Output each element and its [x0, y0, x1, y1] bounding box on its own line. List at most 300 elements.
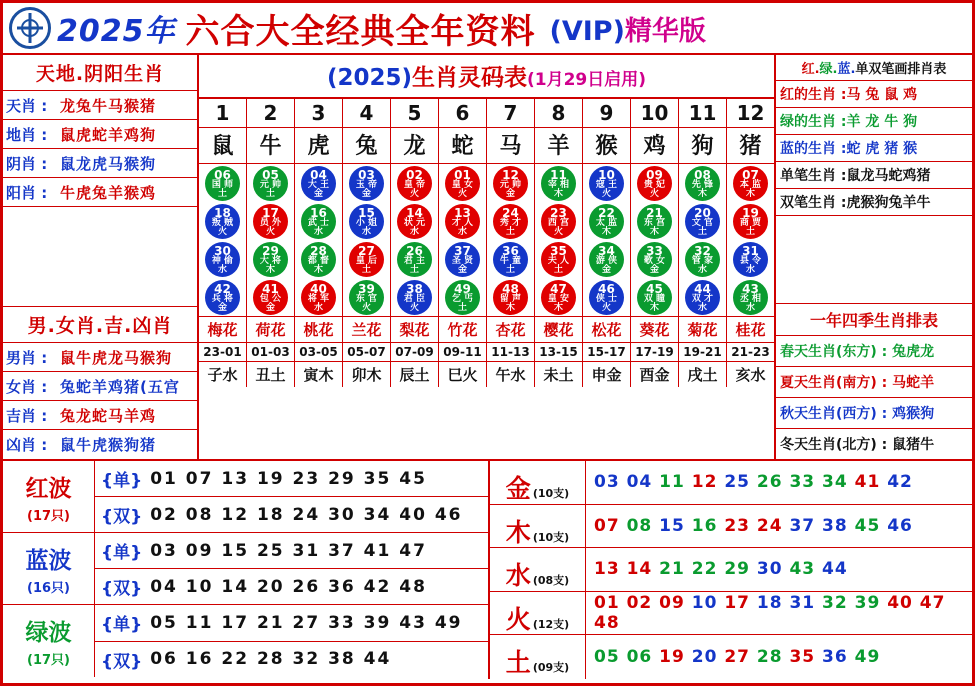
- number-ball[interactable]: [685, 166, 720, 201]
- ball-title: 君 主: [403, 255, 426, 266]
- zodiac-animal: 羊: [535, 128, 583, 163]
- element-name: [490, 548, 586, 591]
- ball-title: 小 姐: [355, 217, 378, 228]
- col-number: 7: [487, 99, 535, 127]
- zodiac-animal: 猪: [739, 134, 762, 159]
- wave-line: [95, 497, 488, 532]
- wave-block: [3, 533, 488, 605]
- element-number[interactable]: 09: [659, 593, 692, 614]
- right-title-blue: 蓝.: [837, 62, 856, 77]
- ball-element: 木: [313, 264, 323, 275]
- element-name: [490, 592, 586, 635]
- element-number[interactable]: 38: [822, 515, 855, 536]
- ball-cell[interactable]: [295, 240, 343, 278]
- ball-cell[interactable]: [535, 278, 583, 316]
- element-number[interactable]: 11: [659, 472, 692, 493]
- ball-number: 10: [598, 167, 615, 182]
- element-number[interactable]: 23: [724, 515, 757, 536]
- ball-title: 将 军: [307, 293, 330, 304]
- ball-element: 水: [361, 226, 371, 237]
- flower-cell: 菊花: [679, 317, 727, 342]
- ball-cell[interactable]: [439, 202, 487, 240]
- ball-cell[interactable]: [343, 164, 391, 202]
- element-number[interactable]: 16: [691, 515, 725, 536]
- ball-number: 37: [454, 243, 471, 258]
- ball-title: 皇 安: [547, 293, 570, 304]
- ball-cell[interactable]: [583, 278, 631, 316]
- element-count: (09支): [532, 661, 570, 675]
- ball-number: 04: [310, 167, 327, 182]
- ball-cell[interactable]: [199, 240, 247, 278]
- ball-title: 文 官: [691, 217, 714, 228]
- ball-number: 24: [502, 205, 519, 220]
- element-number[interactable]: 48: [594, 613, 620, 634]
- element-number[interactable]: 41: [854, 472, 888, 493]
- number-ball[interactable]: [541, 280, 576, 315]
- number-ball[interactable]: [637, 166, 672, 201]
- row-key: 凶肖 :: [6, 436, 48, 454]
- number-ball[interactable]: [253, 204, 288, 239]
- ball-title: 太 监: [595, 217, 618, 228]
- number-ball[interactable]: [397, 242, 432, 277]
- flower-cell: 杏花: [487, 317, 535, 342]
- ball-number: 16: [310, 205, 327, 220]
- wave-line-tag: {单}: [101, 543, 143, 563]
- number-ball[interactable]: [493, 280, 528, 315]
- ball-cell[interactable]: [439, 278, 487, 316]
- ball-number: 18: [214, 205, 231, 220]
- number-ball[interactable]: [301, 280, 336, 315]
- ball-number: 34: [598, 243, 615, 258]
- element-number[interactable]: 28: [756, 647, 790, 668]
- element-number[interactable]: 45: [854, 515, 888, 536]
- ball-element: 金: [601, 264, 611, 275]
- element-number[interactable]: 40: [887, 593, 920, 614]
- wave-line-tag: {单}: [101, 615, 143, 636]
- zodiac-animal: 龙: [391, 128, 439, 163]
- branch-element-cell: 丑土: [247, 362, 295, 387]
- element-number[interactable]: 05: [594, 647, 627, 668]
- circle-emblem-icon: [9, 7, 51, 49]
- ball-number: 38: [406, 281, 423, 296]
- number-ball[interactable]: [205, 280, 240, 315]
- row-value: 兔龙蛇马羊鸡: [60, 406, 157, 425]
- wave-line-numbers: 04 10 14 20 26 36 42 48: [150, 576, 427, 597]
- time-range-cell: 17-19: [631, 343, 679, 361]
- element-number[interactable]: 35: [789, 647, 823, 668]
- right-row: [776, 108, 972, 135]
- number-ball[interactable]: [637, 280, 672, 315]
- left-row: [3, 91, 197, 120]
- time-range-cell: 19-21: [679, 343, 727, 361]
- number-ball[interactable]: [253, 242, 288, 277]
- ball-cell[interactable]: [727, 240, 774, 278]
- ball-cell[interactable]: [727, 202, 774, 240]
- ball-element: 火: [601, 302, 611, 313]
- ball-element: 木: [697, 188, 707, 199]
- ball-cell[interactable]: [199, 202, 247, 240]
- ball-number: 43: [742, 281, 759, 296]
- element-numbers: [586, 472, 972, 492]
- number-ball[interactable]: [493, 242, 528, 277]
- row-value: 鼠牛虎猴狗猪: [60, 436, 157, 454]
- row-value: 兔蛇羊鸡猪(五宫: [60, 377, 180, 396]
- number-ball[interactable]: [205, 166, 240, 201]
- ball-number: 07: [742, 167, 759, 182]
- ball-number: 27: [358, 243, 375, 258]
- flower-cell: 竹花: [439, 317, 487, 342]
- number-ball[interactable]: [349, 280, 384, 315]
- wave-lines: [95, 605, 488, 677]
- ball-element: 土: [553, 264, 563, 275]
- ball-title: 元 帅: [499, 179, 522, 190]
- number-ball[interactable]: [589, 166, 624, 201]
- ball-title: 寇 王: [595, 179, 618, 190]
- number-ball[interactable]: [541, 166, 576, 201]
- number-ball[interactable]: [445, 242, 480, 277]
- number-ball[interactable]: [301, 166, 336, 201]
- row-value: 鼠龙虎马猴狗: [60, 154, 157, 173]
- time-range-cell: 07-09: [391, 343, 439, 361]
- element-number[interactable]: 20: [691, 647, 725, 668]
- element-number[interactable]: 06: [626, 647, 660, 668]
- ball-cell[interactable]: [439, 240, 487, 278]
- branch-element-cell: 亥水: [735, 366, 766, 384]
- number-ball[interactable]: [349, 166, 384, 201]
- col-number: 5: [391, 99, 439, 127]
- element-name: [490, 461, 586, 504]
- element-number[interactable]: 17: [724, 593, 757, 614]
- ball-cell[interactable]: [487, 240, 535, 278]
- ball-number: 42: [214, 281, 231, 296]
- element-numbers: [586, 647, 972, 667]
- flower-cell: 兰花: [343, 317, 391, 342]
- ball-cell[interactable]: [391, 278, 439, 316]
- ball-title: 商 贾: [739, 217, 762, 228]
- col-number: 3: [295, 99, 343, 127]
- number-ball[interactable]: [205, 242, 240, 277]
- element-number[interactable]: 01: [594, 593, 627, 614]
- ball-cell[interactable]: [391, 202, 439, 240]
- col-number: 1: [199, 99, 247, 127]
- ball-cell[interactable]: [391, 164, 439, 202]
- number-ball[interactable]: [205, 204, 240, 239]
- element-number[interactable]: 39: [854, 593, 888, 614]
- number-ball[interactable]: [637, 204, 672, 239]
- ball-cell[interactable]: [535, 164, 583, 202]
- element-block: [490, 548, 972, 592]
- row-key: 阴肖 :: [6, 154, 48, 173]
- ball-element: 水: [697, 264, 707, 275]
- ball-cell[interactable]: [631, 278, 679, 316]
- element-number[interactable]: 31: [789, 593, 823, 614]
- time-range-row: [199, 343, 774, 362]
- number-ball[interactable]: [397, 166, 432, 201]
- number-ball[interactable]: [685, 280, 720, 315]
- number-ball[interactable]: [493, 166, 528, 201]
- ball-cell[interactable]: [631, 202, 679, 240]
- branch-element-cell: 卯木: [343, 362, 391, 387]
- row-value: 鼠牛虎龙马猴狗: [60, 348, 173, 367]
- ball-number: 39: [358, 281, 375, 296]
- ball-title: 圣 贤: [451, 255, 474, 266]
- element-block: [490, 505, 972, 549]
- ball-element: 土: [505, 264, 515, 275]
- number-ball[interactable]: [733, 242, 768, 277]
- ball-element: 金: [361, 188, 371, 199]
- ball-title: 才 人: [451, 217, 474, 228]
- ball-cell[interactable]: [535, 240, 583, 278]
- wave-table: [3, 461, 490, 679]
- zodiac-animal: 鼠: [199, 128, 247, 163]
- col-number: 11: [679, 99, 727, 127]
- element-number[interactable]: 44: [822, 559, 848, 580]
- ball-element: 木: [553, 188, 563, 199]
- ball-cell[interactable]: [727, 278, 774, 316]
- ball-cell[interactable]: [631, 164, 679, 202]
- left-spacer: [3, 207, 197, 306]
- branch-element-cell: 辰土: [391, 362, 439, 387]
- ball-cell[interactable]: [247, 202, 295, 240]
- ball-cell[interactable]: [295, 164, 343, 202]
- element-number[interactable]: 12: [691, 472, 725, 493]
- element-number[interactable]: 10: [691, 593, 725, 614]
- ball-cell[interactable]: [295, 278, 343, 316]
- left-title-2: 男.女肖.吉.凶肖: [3, 306, 197, 343]
- wave-label: 蓝波: [25, 547, 72, 574]
- ball-row: [199, 164, 774, 202]
- element-number[interactable]: 25: [724, 472, 757, 493]
- element-number[interactable]: 29: [724, 559, 757, 580]
- ball-cell[interactable]: [679, 202, 727, 240]
- ball-number: 44: [694, 281, 711, 296]
- number-ball[interactable]: [733, 280, 768, 315]
- element-number[interactable]: 22: [691, 559, 725, 580]
- number-ball[interactable]: [493, 204, 528, 239]
- element-number[interactable]: 47: [919, 593, 946, 614]
- ball-cell[interactable]: [439, 164, 487, 202]
- ball-cell[interactable]: [343, 278, 391, 316]
- number-ball[interactable]: [589, 204, 624, 239]
- element-label: 火: [505, 604, 531, 634]
- element-number[interactable]: 42: [887, 472, 913, 493]
- ball-title: 本 监: [739, 179, 762, 190]
- number-ball[interactable]: [685, 204, 720, 239]
- row-value: 羊 龙 牛 狗: [846, 114, 918, 130]
- ball-number: 46: [598, 281, 615, 296]
- wave-line-tag: {双}: [101, 507, 143, 527]
- ball-title: 双 瞳: [643, 293, 666, 304]
- ball-cell[interactable]: [247, 278, 295, 316]
- ball-cell[interactable]: [679, 278, 727, 316]
- ball-number: 14: [406, 205, 423, 220]
- element-label: 水: [505, 561, 531, 591]
- time-range-cell: 11-13: [487, 343, 535, 361]
- ball-element: 火: [601, 188, 611, 199]
- ball-cell[interactable]: [343, 240, 391, 278]
- ball-element: 土: [217, 188, 227, 199]
- ball-cell[interactable]: [295, 202, 343, 240]
- number-ball[interactable]: [397, 204, 432, 239]
- number-ball[interactable]: [253, 280, 288, 315]
- element-number[interactable]: 24: [756, 515, 790, 536]
- element-number[interactable]: 32: [822, 593, 855, 614]
- ball-cell[interactable]: [679, 240, 727, 278]
- element-number[interactable]: 46: [887, 515, 913, 536]
- number-ball[interactable]: [541, 242, 576, 277]
- ball-cell[interactable]: [583, 202, 631, 240]
- header-year: 2025年: [57, 14, 176, 49]
- ball-cell[interactable]: [199, 278, 247, 316]
- ball-element: 水: [745, 264, 755, 275]
- ball-title: 皇 女: [451, 179, 474, 190]
- number-ball[interactable]: [349, 204, 384, 239]
- row-label: 红的生肖 :: [780, 87, 847, 103]
- element-number[interactable]: 49: [854, 647, 881, 668]
- element-number[interactable]: 03: [594, 472, 627, 493]
- wave-line-tag: {双}: [101, 579, 143, 599]
- ball-title: 夫 人: [547, 255, 570, 266]
- number-ball[interactable]: [397, 280, 432, 315]
- branch-element-row: [199, 362, 774, 387]
- ball-element: 水: [217, 264, 227, 275]
- number-ball[interactable]: [589, 242, 624, 277]
- element-count: (10支): [532, 530, 570, 544]
- ball-number: 05: [262, 167, 279, 182]
- element-number[interactable]: 15: [659, 515, 692, 536]
- wave-label: 红波: [25, 475, 72, 502]
- wave-line: [95, 461, 488, 497]
- col-number: 2: [247, 99, 295, 127]
- ball-cell[interactable]: [535, 202, 583, 240]
- element-number[interactable]: 34: [822, 472, 855, 493]
- ball-number: 12: [502, 167, 519, 182]
- ball-cell[interactable]: [583, 164, 631, 202]
- time-range-cell: 23-01: [199, 343, 247, 361]
- element-label: 土: [505, 648, 531, 678]
- element-label: 木: [505, 517, 531, 547]
- left-title-1: 天地.阴阳生肖: [3, 55, 197, 91]
- number-ball[interactable]: [637, 242, 672, 277]
- ball-number: 40: [310, 281, 327, 296]
- ball-cell[interactable]: [343, 202, 391, 240]
- number-ball[interactable]: [445, 204, 480, 239]
- number-ball[interactable]: [445, 280, 480, 315]
- time-range-cell: 13-15: [535, 343, 583, 361]
- zodiac-animal: 兔: [343, 128, 391, 163]
- element-name: [490, 635, 586, 679]
- number-ball[interactable]: [589, 280, 624, 315]
- ball-cell[interactable]: [487, 202, 535, 240]
- ball-cell[interactable]: [487, 278, 535, 316]
- element-number[interactable]: 19: [659, 647, 692, 668]
- ball-element: 水: [697, 302, 707, 313]
- ball-number: 41: [262, 281, 279, 296]
- ball-element: 火: [265, 226, 275, 237]
- wave-name: [3, 605, 95, 677]
- ball-element: 金: [265, 302, 275, 313]
- element-number[interactable]: 21: [659, 559, 692, 580]
- ball-cell[interactable]: [247, 240, 295, 278]
- flower-cell: 樱花: [535, 317, 583, 342]
- element-number[interactable]: 02: [626, 593, 660, 614]
- ball-element: 土: [361, 264, 371, 275]
- ball-cell[interactable]: [247, 164, 295, 202]
- ball-title: 留 声: [499, 293, 522, 304]
- row-label: 蓝的生肖 :: [780, 141, 847, 157]
- number-ball[interactable]: [445, 166, 480, 201]
- wave-name: [3, 533, 95, 604]
- ball-number: 32: [694, 243, 711, 258]
- number-ball[interactable]: [301, 204, 336, 239]
- ball-element: 木: [745, 188, 755, 199]
- ball-number: 48: [502, 281, 519, 296]
- element-number[interactable]: 37: [789, 515, 823, 536]
- number-ball[interactable]: [541, 204, 576, 239]
- ball-cell[interactable]: [391, 240, 439, 278]
- element-number[interactable]: 30: [756, 559, 790, 580]
- ball-element: 木: [265, 264, 275, 275]
- wave-line-tag: {单}: [101, 471, 143, 491]
- number-ball[interactable]: [301, 242, 336, 277]
- right-row: [776, 189, 972, 216]
- time-range-cell: 01-03: [247, 343, 295, 361]
- column-number-row: [199, 99, 774, 128]
- time-range-cell: 05-07: [343, 343, 391, 361]
- element-number[interactable]: 26: [756, 472, 790, 493]
- element-block: [490, 592, 972, 636]
- ball-element: 火: [361, 302, 371, 313]
- ball-element: 水: [457, 226, 467, 237]
- ball-number: 33: [646, 243, 663, 258]
- ball-title: 皇 后: [355, 255, 378, 266]
- number-ball[interactable]: [733, 204, 768, 239]
- element-number[interactable]: 18: [756, 593, 790, 614]
- ball-cell[interactable]: [727, 164, 774, 202]
- ball-title: 管 家: [691, 255, 714, 266]
- element-numbers: [586, 593, 972, 633]
- element-number[interactable]: 36: [822, 647, 855, 668]
- ball-cell[interactable]: [487, 164, 535, 202]
- row-key: 地肖 :: [6, 125, 48, 144]
- element-number[interactable]: 43: [789, 559, 823, 580]
- season-row: 春天生肖(东方) : 兔虎龙: [776, 336, 972, 367]
- ball-cell[interactable]: [583, 240, 631, 278]
- number-ball[interactable]: [349, 242, 384, 277]
- ball-title: 双 才: [691, 293, 714, 304]
- season-row: 夏天生肖(南方) : 马蛇羊: [776, 367, 972, 398]
- ball-cell[interactable]: [631, 240, 679, 278]
- number-ball[interactable]: [253, 166, 288, 201]
- left-row: [3, 372, 197, 401]
- time-range-cell: 09-11: [439, 343, 487, 361]
- flower-cell: 桂花: [735, 321, 766, 339]
- element-number[interactable]: 08: [626, 515, 660, 536]
- ball-cell[interactable]: [679, 164, 727, 202]
- element-number[interactable]: 33: [789, 472, 823, 493]
- ball-element: 金: [505, 188, 515, 199]
- element-number[interactable]: 14: [626, 559, 660, 580]
- ball-cell[interactable]: [199, 164, 247, 202]
- ball-element: 水: [313, 226, 323, 237]
- number-ball[interactable]: [733, 166, 768, 201]
- element-number[interactable]: 04: [626, 472, 660, 493]
- element-number[interactable]: 13: [594, 559, 627, 580]
- element-number[interactable]: 27: [724, 647, 757, 668]
- number-ball[interactable]: [685, 242, 720, 277]
- element-block: [490, 635, 972, 679]
- element-number[interactable]: 07: [594, 515, 627, 536]
